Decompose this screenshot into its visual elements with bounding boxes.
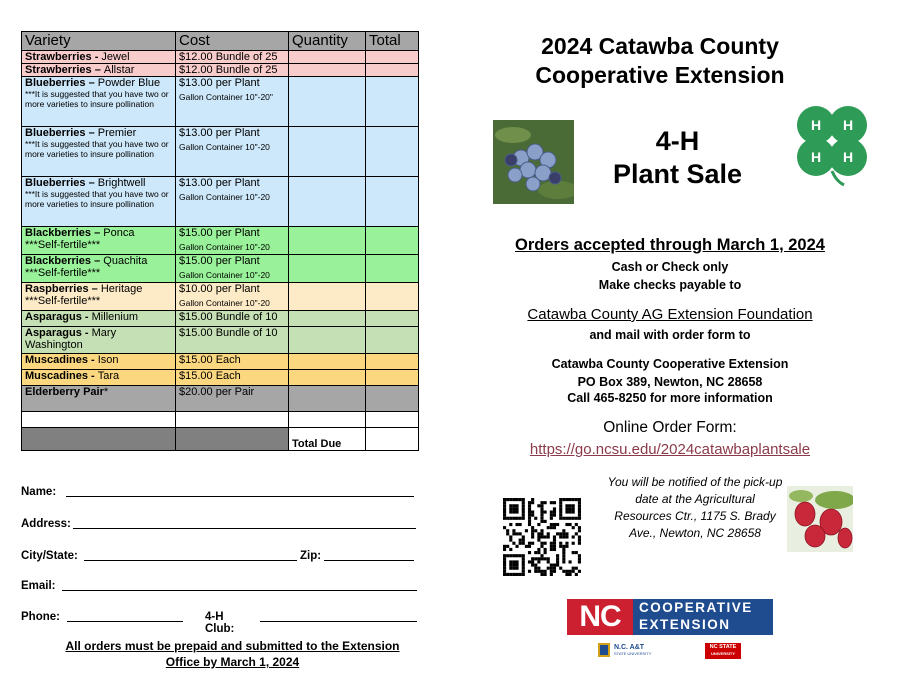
title-line-2: Cooperative Extension (535, 62, 785, 88)
variety-name: Allstar (103, 64, 135, 76)
table-row (22, 354, 419, 370)
phone-label: Phone: (21, 611, 60, 623)
variety-name: Heritage (100, 283, 143, 295)
total-cell[interactable] (366, 386, 419, 412)
quantity-cell[interactable] (289, 354, 366, 370)
variety-type: Blackberries – (25, 255, 104, 267)
container-size: Gallon Container 10"-20" (179, 92, 273, 102)
email-label: Email: (21, 580, 56, 592)
cost-cell (176, 177, 289, 227)
variety-cell (22, 327, 176, 354)
variety-type: Asparagus - (25, 311, 92, 323)
quantity-cell[interactable] (289, 311, 366, 327)
total-due-amount[interactable] (366, 428, 419, 451)
name-label: Name: (21, 486, 57, 498)
cost-cell (176, 311, 289, 327)
variety-cell (22, 51, 176, 64)
cost-value: $12.00 Bundle of 25 (179, 51, 278, 63)
address-field[interactable] (73, 517, 416, 529)
table-row (22, 77, 419, 127)
ncat-logo (598, 643, 651, 657)
nc-cooperative-extension-logo (567, 599, 773, 635)
variety-cell (22, 127, 176, 177)
table-row (22, 177, 419, 227)
variety-name: Jewel (101, 51, 130, 63)
quantity-cell[interactable] (289, 177, 366, 227)
variety-name: Premier (97, 127, 137, 139)
variety-type: Strawberries – (25, 64, 104, 76)
ncat-icon (598, 643, 610, 657)
zip-field[interactable] (324, 549, 414, 561)
variety-note: ***Self-fertile*** (25, 295, 101, 307)
sale-line-2: Plant Sale (612, 159, 743, 189)
variety-type: Strawberries - (25, 51, 102, 63)
variety-name: Quachita (103, 255, 148, 267)
orders-deadline: Orders accepted through March 1, 2024 (515, 236, 825, 254)
mailing-address-line-1: Catawba County Cooperative Extension (551, 357, 789, 371)
variety-name: Brightwell (97, 177, 146, 189)
container-size: Gallon Container 10"-20 (179, 242, 270, 252)
blank-cell (289, 412, 366, 428)
total-due-row (22, 428, 419, 451)
variety-name: Millenium (91, 311, 139, 323)
ncat-line-2: STATE UNIVERSITY (614, 651, 652, 656)
raspberry-photo (787, 486, 853, 552)
pickup-notice: You will be notified of the pick-up date at the Agricultural Resources Ctr., 1175 S. Brady Ave., Newton, NC 28658 (607, 475, 783, 540)
total-cell[interactable] (366, 127, 419, 177)
blank-cell (176, 412, 289, 428)
order-table (21, 31, 419, 451)
cost-value: $15.00 per Plant (179, 227, 260, 239)
club-field[interactable] (260, 610, 417, 622)
club-label: 4-H Club: (205, 611, 235, 635)
total-cell[interactable] (366, 354, 419, 370)
city-state-field[interactable] (84, 549, 297, 561)
table-row (22, 64, 419, 77)
clover-h-2: H (842, 117, 854, 133)
cost-cell (176, 127, 289, 177)
quantity-cell[interactable] (289, 255, 366, 283)
city-state-label: City/State: (21, 550, 78, 562)
cost-value: $15.00 Each (179, 354, 241, 366)
variety-cell (22, 386, 176, 412)
ncstate-line-2: UNIVERSITY (710, 651, 735, 656)
variety-name: Tara (97, 370, 120, 382)
variety-cell (22, 77, 176, 127)
online-order-label: Online Order Form: (603, 419, 737, 436)
variety-note: ***It is suggested that you have two or more varieties to insure pollination (25, 139, 169, 159)
plant-sale-heading (590, 125, 765, 191)
quantity-cell[interactable] (289, 64, 366, 77)
cost-cell (176, 354, 289, 370)
variety-name: Mary Washington (25, 327, 117, 351)
variety-cell (22, 370, 176, 386)
variety-type: Muscadines - (25, 354, 98, 366)
variety-type: Blackberries – (25, 227, 104, 239)
phone-field[interactable] (67, 610, 183, 622)
cost-value: $15.00 Bundle of 10 (179, 327, 278, 339)
cost-value: $13.00 per Plant (179, 177, 260, 189)
table-row-blank (22, 412, 419, 428)
variety-type: Blueberries – (25, 77, 98, 89)
nc-mark: NC (567, 599, 633, 635)
quantity-cell[interactable] (289, 327, 366, 354)
cost-cell (176, 327, 289, 354)
mailing-address-line-2: PO Box 389, Newton, NC 28658 (577, 375, 763, 389)
total-cell[interactable] (366, 327, 419, 354)
quantity-cell[interactable] (289, 370, 366, 386)
container-size: Gallon Container 10"-20 (179, 298, 270, 308)
table-header-row (22, 32, 419, 51)
quantity-cell[interactable] (289, 127, 366, 177)
variety-cell (22, 283, 176, 311)
cost-cell (176, 77, 289, 127)
ncstate-logo (705, 643, 741, 659)
payable-to: Make checks payable to (598, 278, 742, 292)
payment-method: Cash or Check only (611, 260, 729, 274)
nc-wordmark-line-2: EXTENSION (639, 617, 731, 632)
cost-value: $15.00 per Plant (179, 255, 260, 267)
variety-cell (22, 255, 176, 283)
table-row (22, 370, 419, 386)
container-size: Gallon Container 10"-20 (179, 192, 270, 202)
four-h-clover-logo (786, 97, 878, 189)
total-cell[interactable] (366, 311, 419, 327)
qr-code[interactable] (503, 498, 581, 576)
variety-type: Elderberry Pair (25, 386, 104, 398)
ncat-line-1: N.C. A&T (614, 644, 645, 651)
quantity-cell[interactable] (289, 227, 366, 255)
col-header-variety: Variety (22, 32, 176, 51)
total-due-label: Total Due (289, 428, 366, 451)
clover-h-3: H (810, 149, 822, 165)
variety-name: Ponca (103, 227, 135, 239)
col-header-quantity: Quantity (289, 32, 366, 51)
variety-cell (22, 354, 176, 370)
total-cell[interactable] (366, 51, 419, 64)
table-row (22, 311, 419, 327)
online-order-link[interactable]: https://go.ncsu.edu/2024catawbaplantsale (529, 441, 811, 458)
variety-note: ***It is suggested that you have two or more varieties to insure pollination (25, 189, 169, 209)
cost-value: $15.00 Bundle of 10 (179, 311, 278, 323)
blank-cell (22, 412, 176, 428)
zip-label: Zip: (300, 550, 322, 562)
total-cell[interactable] (366, 177, 419, 227)
table-row (22, 227, 419, 255)
cost-cell (176, 227, 289, 255)
blank-cell (366, 412, 419, 428)
total-cell[interactable] (366, 77, 419, 127)
quantity-cell[interactable] (289, 77, 366, 127)
quantity-cell[interactable] (289, 386, 366, 412)
quantity-cell[interactable] (289, 283, 366, 311)
table-row (22, 386, 419, 412)
variety-cell (22, 177, 176, 227)
variety-note: ***Self-fertile*** (25, 267, 101, 279)
container-size: Gallon Container 10"-20 (179, 142, 270, 152)
total-cell[interactable] (366, 255, 419, 283)
ncstate-line-1: NC STATE (709, 644, 737, 650)
variety-type: Raspberries – (25, 283, 101, 295)
cost-cell (176, 370, 289, 386)
nc-wordmark (633, 599, 773, 635)
blueberry-photo (493, 120, 574, 204)
cost-value: $13.00 per Plant (179, 127, 260, 139)
variety-cell (22, 311, 176, 327)
variety-name: * (103, 386, 109, 398)
cost-cell (176, 51, 289, 64)
table-row (22, 127, 419, 177)
container-size: Gallon Container 10"-20 (179, 270, 270, 280)
mail-instruction: and mail with order form to (589, 328, 751, 342)
shaded-cell (176, 428, 289, 451)
cost-cell (176, 255, 289, 283)
variety-name: Ison (97, 354, 119, 366)
email-field[interactable] (62, 579, 417, 591)
table-row (22, 327, 419, 354)
variety-type: Muscadines - (25, 370, 98, 382)
shaded-cell (22, 428, 176, 451)
name-field[interactable] (66, 485, 414, 497)
variety-type: Blueberries – (25, 177, 98, 189)
cost-value: $10.00 per Plant (179, 283, 260, 295)
total-cell[interactable] (366, 283, 419, 311)
table-row (22, 51, 419, 64)
clover-h-4: H (842, 149, 854, 165)
cost-value: $13.00 per Plant (179, 77, 260, 89)
table-row (22, 255, 419, 283)
prepaid-disclaimer: All orders must be prepaid and submitted to the Extension Office by March 1, 2024 (65, 639, 400, 669)
variety-cell (22, 64, 176, 77)
total-cell[interactable] (366, 370, 419, 386)
foundation-name: Catawba County AG Extension Foundation (527, 306, 813, 323)
variety-cell (22, 227, 176, 255)
variety-note: ***Self-fertile*** (25, 239, 101, 251)
col-header-cost: Cost (176, 32, 289, 51)
variety-note: ***It is suggested that you have two or more varieties to insure pollination (25, 89, 169, 109)
cost-value: $15.00 Each (179, 370, 241, 382)
cost-cell (176, 64, 289, 77)
phone-info: Call 465-8250 for more information (567, 391, 773, 405)
quantity-cell[interactable] (289, 51, 366, 64)
ncat-wordmark (614, 644, 651, 656)
sale-line-1: 4-H (655, 126, 700, 156)
title-line-1: 2024 Catawba County (541, 33, 779, 59)
page-title (480, 32, 840, 90)
total-cell[interactable] (366, 227, 419, 255)
total-cell[interactable] (366, 64, 419, 77)
variety-name: Powder Blue (97, 77, 161, 89)
cost-cell (176, 283, 289, 311)
cost-value: $20.00 per Pair (179, 386, 255, 398)
address-label: Address: (21, 518, 71, 530)
col-header-total: Total (366, 32, 419, 51)
variety-type: Blueberries – (25, 127, 98, 139)
cost-value: $12.00 Bundle of 25 (179, 64, 278, 76)
nc-wordmark-line-1: COOPERATIVE (639, 600, 753, 615)
table-row (22, 283, 419, 311)
clover-h-1: H (810, 117, 822, 133)
cost-cell (176, 386, 289, 412)
variety-type: Asparagus - (25, 327, 92, 339)
